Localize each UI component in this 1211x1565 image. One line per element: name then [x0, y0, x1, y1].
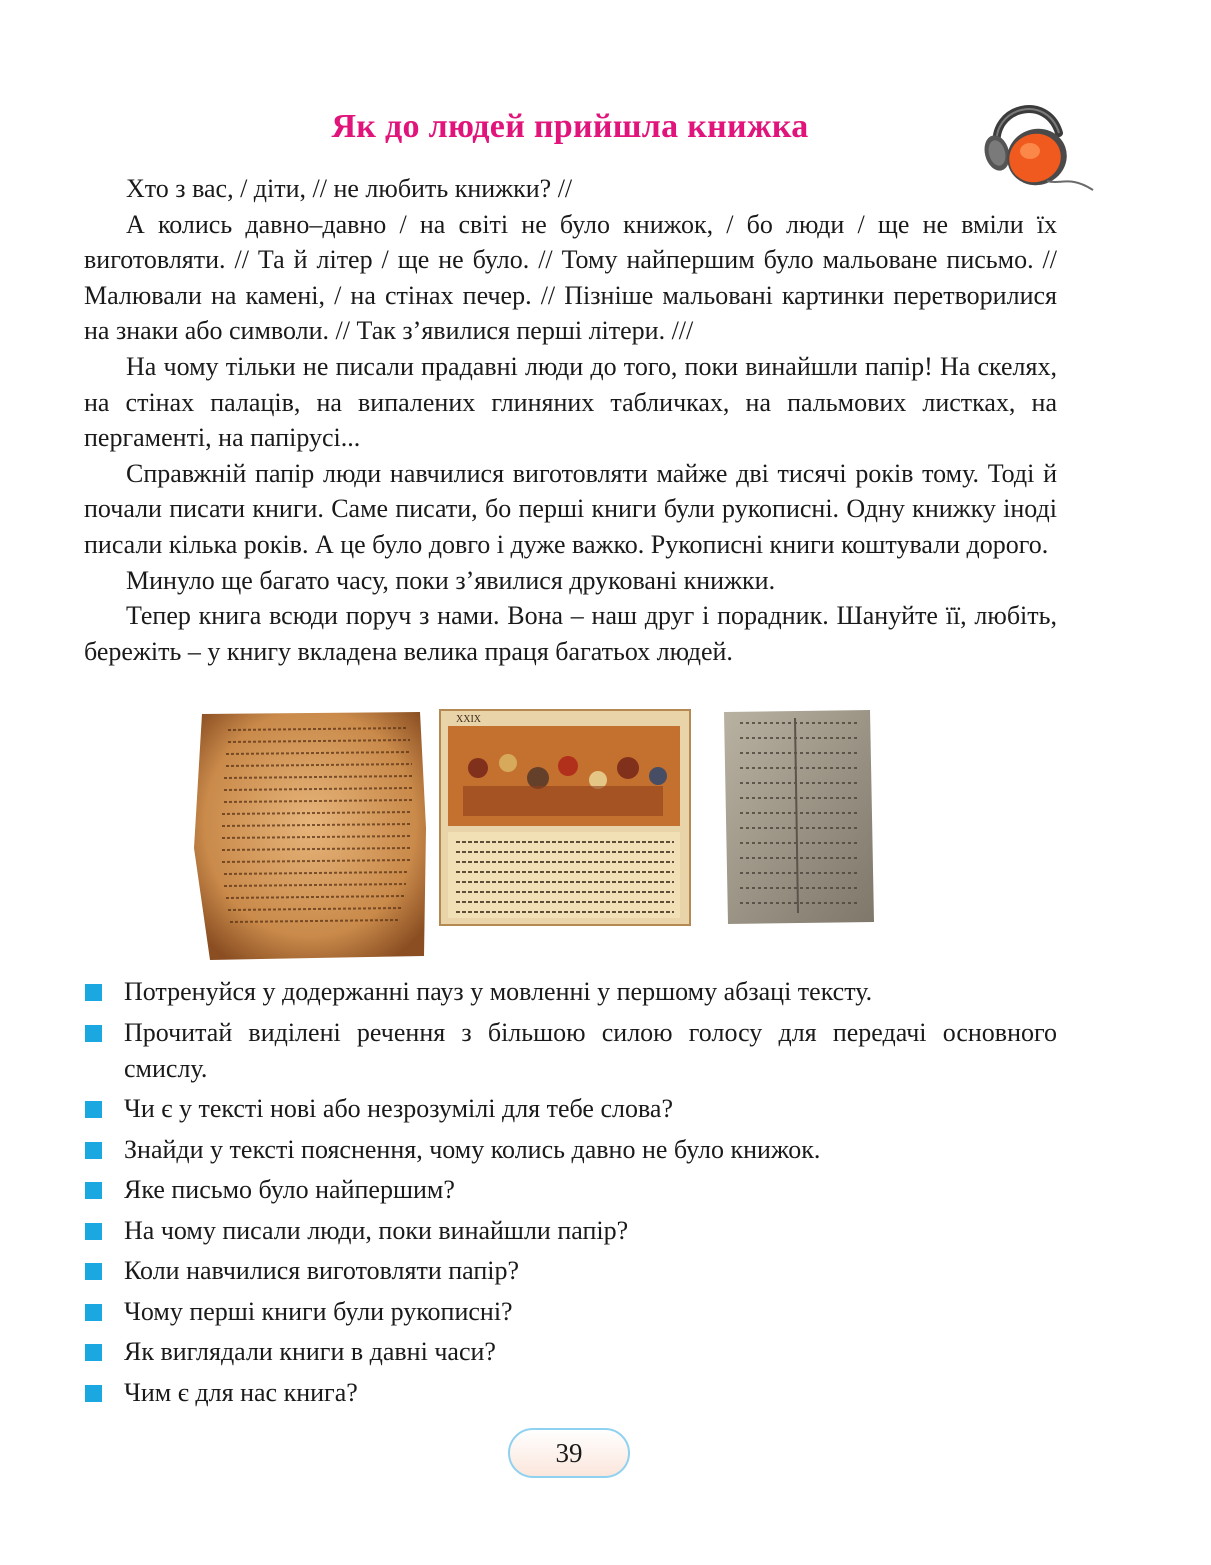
question-text: Знайди у тексті пояснення, чому колись давно не було книжок.	[124, 1134, 821, 1164]
papyrus-image	[188, 708, 433, 963]
illuminated-manuscript-image	[438, 708, 693, 928]
page-number: 39	[508, 1428, 630, 1478]
question-text: Чому перші книги були рукописні?	[124, 1296, 513, 1326]
square-bullet-icon	[85, 1182, 102, 1199]
question-text: Прочитай виділені речення з більшою силою голосу для передачі основного смислу.	[124, 1017, 1057, 1083]
list-item	[84, 1294, 1057, 1330]
paragraph: На чому тільки не писали прадавні люди до того, поки винайшли папір! На скелях, на стінах палаців, на випалених глиняних табличках, на пальмових листках, на пергаменті, на папірусі...	[84, 351, 1057, 453]
list-item	[84, 1253, 1057, 1289]
square-bullet-icon	[85, 1385, 102, 1402]
square-bullet-icon	[85, 1142, 102, 1159]
square-bullet-icon	[85, 1101, 102, 1118]
list-item	[84, 1132, 1057, 1168]
paragraph: А колись давно–давно / на світі не було книжок, / бо люди / ще не вміли їх виготовляти. // Та й літер / ще не було. // Тому найпершим було мальоване письмо. // Малювали на камені, / на стінах печер. // Пізніше мальовані картинки перетворилися на знаки або символи. // Так з’явилися перші літери. ///	[84, 209, 1057, 346]
clay-tablet-image	[720, 708, 878, 928]
illustrations	[188, 708, 878, 963]
question-text: Потренуйся у додержанні пауз у мовленні у першому абзаці тексту.	[124, 977, 873, 1006]
list-item	[84, 1334, 1057, 1370]
list-item	[84, 1015, 1057, 1087]
question-text: Як виглядали книги в давні часи?	[124, 1337, 496, 1366]
square-bullet-icon	[85, 1025, 102, 1042]
list-item	[84, 1091, 1057, 1127]
list-item	[84, 1213, 1057, 1249]
paragraph: Хто з вас, / діти, // не любить книжки? //	[126, 174, 573, 203]
paragraph: Тепер книга всюди поруч з нами. Вона – наш друг і порадник. Шануйте її, любіть, бережіть – у книгу вкладена велика праця багатьох людей.	[84, 601, 1057, 666]
question-text: На чому писали люди, поки винайшли папір?	[124, 1215, 629, 1245]
question-text: Яке письмо було найпершим?	[124, 1175, 455, 1204]
square-bullet-icon	[85, 984, 102, 1001]
question-text: Коли навчилися виготовляти папір?	[124, 1256, 520, 1285]
question-list	[84, 974, 1057, 1415]
list-item	[84, 974, 1057, 1010]
manuscript-chapter-label: XXIX	[456, 714, 481, 725]
question-text: Чи є у тексті нові або незрозумілі для тебе слова?	[124, 1094, 673, 1123]
square-bullet-icon	[85, 1344, 102, 1361]
page-title: Як до людей прийшла книжка	[331, 108, 809, 145]
square-bullet-icon	[85, 1304, 102, 1321]
list-item	[84, 1172, 1057, 1208]
list-item	[84, 1375, 1057, 1411]
main-text	[84, 171, 1057, 669]
question-text: Чим є для нас книга?	[124, 1377, 358, 1407]
paragraph: Минуло ще багато часу, поки з’явилися друковані книжки.	[126, 565, 776, 595]
paragraph: Справжній папір люди навчилися виготовляти майже дві тисячі років тому. Тоді й почали писати книги. Саме писати, бо перші книги були рукописні. Одну книжку іноді писали кілька років. А це було довго і дуже важко. Рукописні книги коштували дорого.	[84, 458, 1057, 559]
square-bullet-icon	[85, 1263, 102, 1280]
square-bullet-icon	[85, 1223, 102, 1240]
